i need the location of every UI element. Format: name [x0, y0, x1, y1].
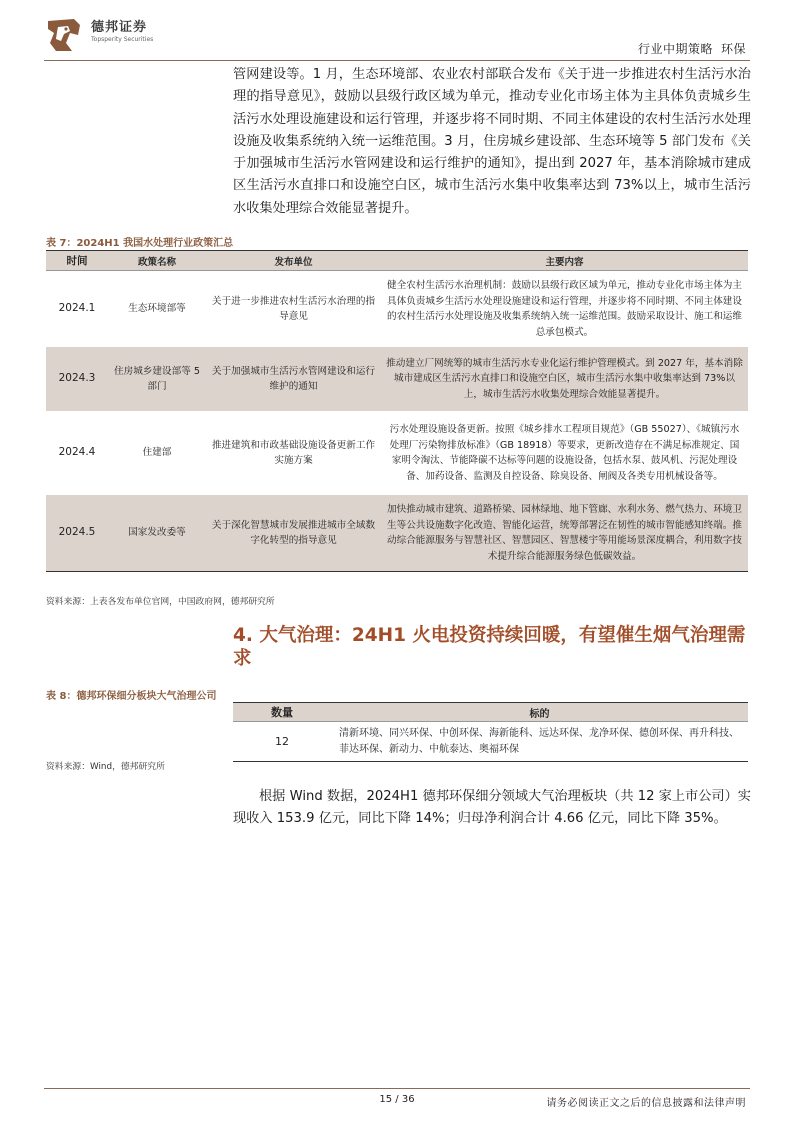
cell-content: 推动建立厂网统筹的城市生活污水专业化运行维护管理模式。到 2027 年，基本消除城市建成区生活污水直排口和设施空白区，城市生活污水集中收集率达到 73%以上，城市生活污水收集处理综合效能显著提升。 — [381, 347, 748, 411]
section-heading: 4. 大气治理：24H1 火电投资持续回暖，有望催生烟气治理需求 — [233, 625, 746, 669]
col-header-time: 时间 — [46, 251, 108, 271]
brand-name-cn: 德邦证券 — [91, 20, 148, 35]
cell-time: 2024.4 — [58, 446, 96, 459]
cell-content: 污水处理设施设备更新。按照《城乡排水工程项目规范》（GB 55027）、《城镇污水处理厂污染物排放标准》（GB 18918）等要求，更新改造存在不满足标准规定、国家明令淘汰、节能降碳不达标等问题的设施设备，包括水泵、鼓风机、污泥处理设备、加药设备、监测及自控设备、除臭设备、闸阀及各类专用机械设备等。 — [389, 424, 740, 482]
col-header-content: 主要内容 — [381, 251, 748, 271]
table-row — [46, 271, 748, 348]
table8-title: 表 8：德邦环保细分板块大气治理公司 — [46, 691, 217, 702]
footer-divider — [44, 1088, 750, 1089]
table-row — [46, 495, 748, 572]
companies-table — [233, 702, 748, 762]
col-header-count: 数量 — [233, 703, 331, 722]
cell-policy: 生态环境部等 — [128, 303, 186, 315]
cell-issuer: 关于加强城市生活污水管网建设和运行维护的通知 — [206, 347, 381, 411]
table-header-row — [46, 251, 748, 271]
cell-issuer: 推进建筑和市政基础设施设备更新工作实施方案 — [211, 439, 376, 466]
table-row — [46, 347, 748, 411]
brand-name-en: Topsperity Securities — [91, 36, 154, 43]
cell-content: 加快推动城市建筑、道路桥梁、园林绿地、地下管廊、水利水务、燃气热力、环境卫生等公共设施数字化改造、智能化运营，统筹部署泛在韧性的城市智能感知终端。推动综合能源服务与智慧社区、智慧园区、智慧楼宇等用能场景深度耦合，利用数字技术提升综合能源服务绿色低碳效益。 — [381, 495, 748, 572]
table7-title: 表 7：2024H1 我国水处理行业政策汇总 — [46, 238, 234, 249]
col-header-targets: 标的 — [331, 703, 748, 722]
brand-name — [91, 20, 153, 44]
report-category — [630, 40, 746, 57]
cell-time: 2024.5 — [46, 495, 108, 572]
cell-time: 2024.1 — [58, 302, 96, 315]
table-header-row — [233, 703, 748, 722]
cell-time: 2024.3 — [46, 347, 108, 411]
intro-paragraph: 管网建设等。1 月，生态环境部、农业农村部联合发布《关于进一步推进农村生活污水治理的指导意见》，鼓励以县级行政区域为单元，推动专业化市场主体为主具体负责城乡生活污水处理设施建设和运行管理，并逐步将不同时期、不同主体建设的农村生活污水处理设施及收集系统纳入统一运维范围。3 月，住房城乡建设部、生态环境等 5 部门发布《关于加强城市生活污水管网建设和运行维护的通知》，提出到 2027 年，基本消除城市建成区生活污水直排口和设施空白区，城市生活污水集中收集率达到 73%以上，城市生活污水收集处理综合效能显著提升。 — [233, 67, 751, 216]
cell-companies: 清新环境、同兴环保、中创环保、海新能科、远达环保、龙净环保、德创环保、再升科技、菲达环保、新动力、中航泰达、奥福环保 — [331, 722, 748, 762]
cell-issuer: 关于进一步推进农村生活污水治理的指导意见 — [211, 295, 376, 322]
cell-issuer: 关于深化智慧城市发展推进城市全域数字化转型的指导意见 — [206, 495, 381, 572]
cell-policy: 国家发改委等 — [108, 495, 206, 572]
brand-logo-icon — [44, 17, 84, 53]
page-number: 15 / 36 — [379, 1094, 415, 1105]
cell-count: 12 — [233, 722, 331, 762]
report-type: 行业中期策略 — [637, 42, 713, 56]
industry-label: 环保 — [720, 42, 746, 56]
body-paragraph: 根据 Wind 数据，2024H1 德邦环保细分领域大气治理板块（共 12 家上市公司）实现收入 153.9 亿元，同比下降 14%；归母净利润合计 4.66 亿元，同比下降 35%。 — [233, 789, 751, 827]
disclaimer-text: 请务必阅读正文之后的信息披露和法律声明 — [546, 1098, 746, 1109]
policy-table — [46, 250, 748, 572]
header-divider — [44, 60, 750, 61]
col-header-issuer: 发布单位 — [206, 251, 381, 271]
cell-policy: 住建部 — [142, 447, 172, 459]
table-row — [46, 411, 748, 495]
table-row — [233, 722, 748, 762]
table7-source: 资料来源：上表各发布单位官网，中国政府网，德邦研究所 — [46, 597, 275, 607]
cell-content: 健全农村生活污水治理机制：鼓励以县级行政区域为单元，推动专业化市场主体为主具体负责城乡生活污水处理设施建设和运行管理，并逐步将不同时期、不同主体建设的农村生活污水处理设施及收集系统纳入统一运维范围。鼓励采取设计、施工和运维总承包模式。 — [387, 280, 742, 338]
col-header-policy: 政策名称 — [108, 251, 206, 271]
table8-source: 资料来源：Wind，德邦研究所 — [46, 762, 165, 772]
cell-policy: 住房城乡建设部等 5 部门 — [108, 347, 206, 411]
